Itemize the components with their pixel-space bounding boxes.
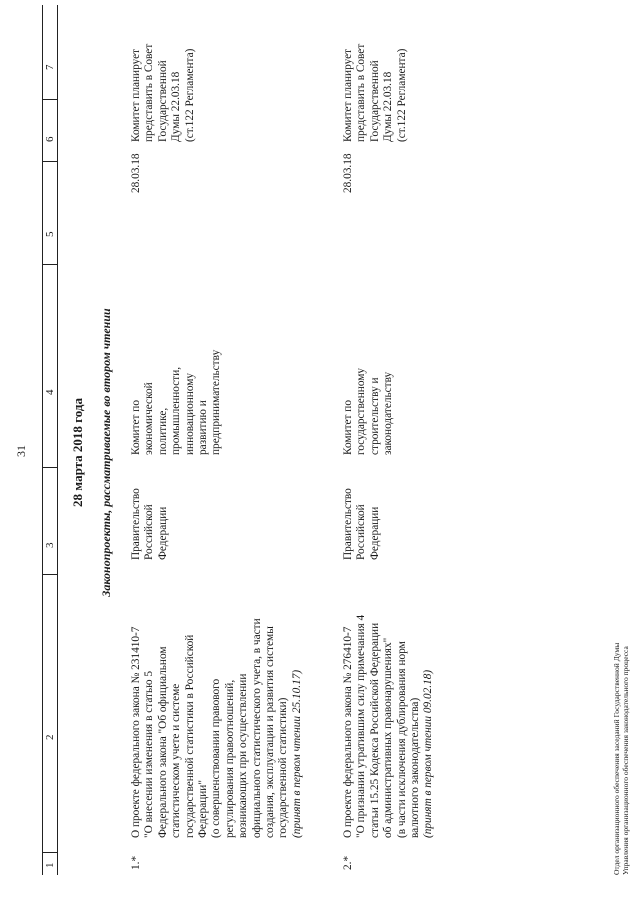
column-number: 6 (44, 136, 56, 142)
column-number: 5 (44, 231, 56, 237)
column-number: 3 (44, 542, 56, 548)
section-heading: Законопроекты, рассматриваемые во втором чтении (99, 308, 113, 597)
column-divider (43, 161, 57, 162)
column-number: 1 (44, 862, 56, 868)
remark-line: представить в Совет (355, 43, 368, 142)
bill-title-line: статьи 15.25 Кодекса Российской Федерации (368, 622, 381, 838)
review-date: 28.03.18 (342, 153, 354, 193)
page-number: 31 (14, 445, 28, 457)
committee-line: предпринимательству (210, 349, 223, 455)
column-divider (43, 264, 57, 265)
column-number: 4 (44, 389, 56, 395)
committee-line: строительству и (368, 377, 381, 455)
bill-title-line: создания, эксплуатации и развития системы (264, 626, 277, 838)
bill-title-line: регулирования правоотношений, (223, 679, 236, 838)
initiator-line: Правительство (130, 488, 142, 560)
bill-title-line: государственной статистики в Российской (183, 634, 196, 838)
bill-title-line: (о совершенствовании правового (210, 678, 223, 838)
remark-line: (ст.122 Регламента) (183, 48, 196, 142)
bill-title-line: "О внесении изменения в статью 5 (143, 670, 156, 838)
bill-title-line: государственной статистики) (277, 697, 290, 838)
date-heading: 28 марта 2018 года (70, 398, 85, 507)
bill-title-line: (в части исключения дублирования норм (395, 641, 408, 838)
remark-line: Государственной (368, 60, 381, 142)
remark-line: Думы 22.03.18 (170, 71, 183, 142)
committee-line: промышленности, (170, 366, 183, 455)
initiator-line: Федерации (156, 506, 169, 560)
committee-line: развитию и (197, 400, 210, 455)
initiator-line: Российской (143, 504, 156, 560)
footer-line: Отдел организационного обеспечения заседаний Государственной Думы (612, 642, 621, 875)
bill-title-line: об административных правонарушениях" (382, 637, 395, 838)
column-number: 2 (44, 734, 56, 740)
bill-title-line: Федерации" (197, 780, 210, 838)
bill-title-line: возникающих при осуществлении (237, 673, 250, 838)
footer (612, 643, 630, 875)
column-divider (43, 99, 57, 100)
initiator-line: Федерации (368, 506, 381, 560)
first-reading-note: (принят в первом чтении 09.02.18) (422, 669, 435, 838)
committee-line: Комитет по (130, 399, 142, 455)
column-number: 7 (44, 64, 56, 70)
committee-line: законодательству (382, 371, 395, 455)
committee-line: государственному (355, 367, 368, 455)
remark-line: Комитет планирует (130, 48, 142, 142)
remark (342, 44, 409, 142)
initiator (342, 488, 382, 560)
bill-title-line: статистическом учете и системе (170, 683, 183, 838)
bill-title-line: официального статистического учета, в части (250, 618, 263, 838)
bill-title-line: валютного законодательства) (409, 697, 422, 838)
initiator-line: Российской (355, 504, 368, 560)
remark-line: (ст.122 Регламента) (395, 48, 408, 142)
row-index: 2.* (342, 855, 354, 870)
remark (130, 44, 197, 142)
first-reading-note: (принят в первом чтении 25.10.17) (290, 669, 303, 838)
row-index: 1.* (130, 855, 142, 870)
committee-line: инновационному (183, 372, 196, 455)
initiator (130, 488, 170, 560)
bill-title-line: Федерального закона "Об официальном (156, 646, 169, 838)
responsible-committee (342, 368, 396, 455)
column-divider (43, 574, 57, 575)
review-date: 28.03.18 (130, 153, 142, 193)
column-divider (43, 852, 57, 853)
bill-description (130, 618, 304, 838)
remark-line: Думы 22.03.18 (382, 71, 395, 142)
committee-line: политике, (156, 407, 169, 455)
committee-line: Комитет по (342, 399, 354, 455)
remark-line: представить в Совет (143, 43, 156, 142)
bill-description (342, 615, 436, 838)
bill-title-line: "О признании утратившим силу примечания 4 (355, 614, 368, 838)
remark-line: Государственной (156, 60, 169, 142)
table-header-row (42, 5, 58, 875)
responsible-committee (130, 350, 224, 455)
committee-line: экономической (143, 382, 156, 455)
bill-title-line: О проекте федерального закона № 231410-7 (130, 626, 142, 838)
remark-line: Комитет планирует (342, 48, 354, 142)
footer-line: Управления организационного обеспечения законодательного процесса (621, 646, 630, 875)
bill-title-line: О проекте федерального закона № 276410-7 (342, 626, 354, 838)
column-divider (43, 467, 57, 468)
initiator-line: Правительство (342, 488, 354, 560)
